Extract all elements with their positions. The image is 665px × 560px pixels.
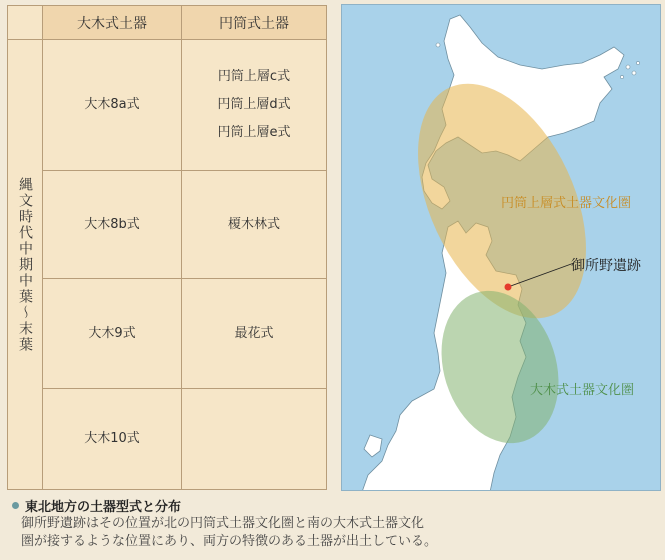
period-label bbox=[8, 40, 42, 489]
caption-line: 圏が接するような位置にあり、両方の特徴のある土器が出土している。 bbox=[21, 534, 438, 549]
chronology-table bbox=[7, 5, 327, 490]
ento-type-item: 円筒上層c式 bbox=[217, 69, 291, 84]
ogi-zone-label: 大木式土器文化圏 bbox=[530, 383, 635, 398]
bullet-icon bbox=[12, 502, 19, 509]
ogi-type-cell: 大木8a式 bbox=[84, 97, 140, 112]
header-corner bbox=[8, 6, 42, 40]
ento-type-cell bbox=[181, 171, 326, 278]
header-ogi: 大木式土器 bbox=[42, 6, 181, 40]
ento-type-item: 円筒上層e式 bbox=[217, 125, 291, 140]
period-label-text: 縄文時代中期中葉〜末葉 bbox=[17, 176, 33, 353]
caption-title-text: 東北地方の土器型式と分布 bbox=[25, 500, 182, 515]
table-row bbox=[42, 40, 326, 170]
ento-type-item: 円筒上層d式 bbox=[217, 97, 291, 112]
caption-line: 御所野遺跡はその位置が北の円筒式土器文化圏と南の大木式土器文化 bbox=[21, 516, 425, 531]
table-row bbox=[42, 170, 326, 278]
ento-zone-label: 円筒上層式土器文化圏 bbox=[501, 196, 632, 211]
ogi-type-cell: 大木8b式 bbox=[84, 216, 140, 232]
ento-type-item: 榎木林式 bbox=[227, 216, 280, 232]
ento-type-cell bbox=[181, 279, 326, 388]
goshono-site-dot bbox=[505, 284, 512, 291]
table-row bbox=[42, 278, 326, 388]
sado-island bbox=[364, 435, 382, 457]
header-ento: 円筒式土器 bbox=[181, 6, 326, 40]
caption-title bbox=[12, 496, 652, 515]
table-row bbox=[42, 388, 326, 489]
map-graphic bbox=[342, 5, 661, 491]
distribution-map bbox=[341, 4, 661, 491]
ento-type-cell bbox=[181, 389, 326, 489]
goshono-site-label: 御所野遺跡 bbox=[571, 258, 641, 274]
ento-type-item: 最花式 bbox=[234, 325, 274, 341]
ento-type-cell bbox=[181, 40, 326, 170]
ogi-type-cell: 大木10式 bbox=[84, 431, 140, 446]
figure-caption bbox=[12, 496, 652, 551]
ogi-type-cell: 大木9式 bbox=[88, 325, 136, 341]
